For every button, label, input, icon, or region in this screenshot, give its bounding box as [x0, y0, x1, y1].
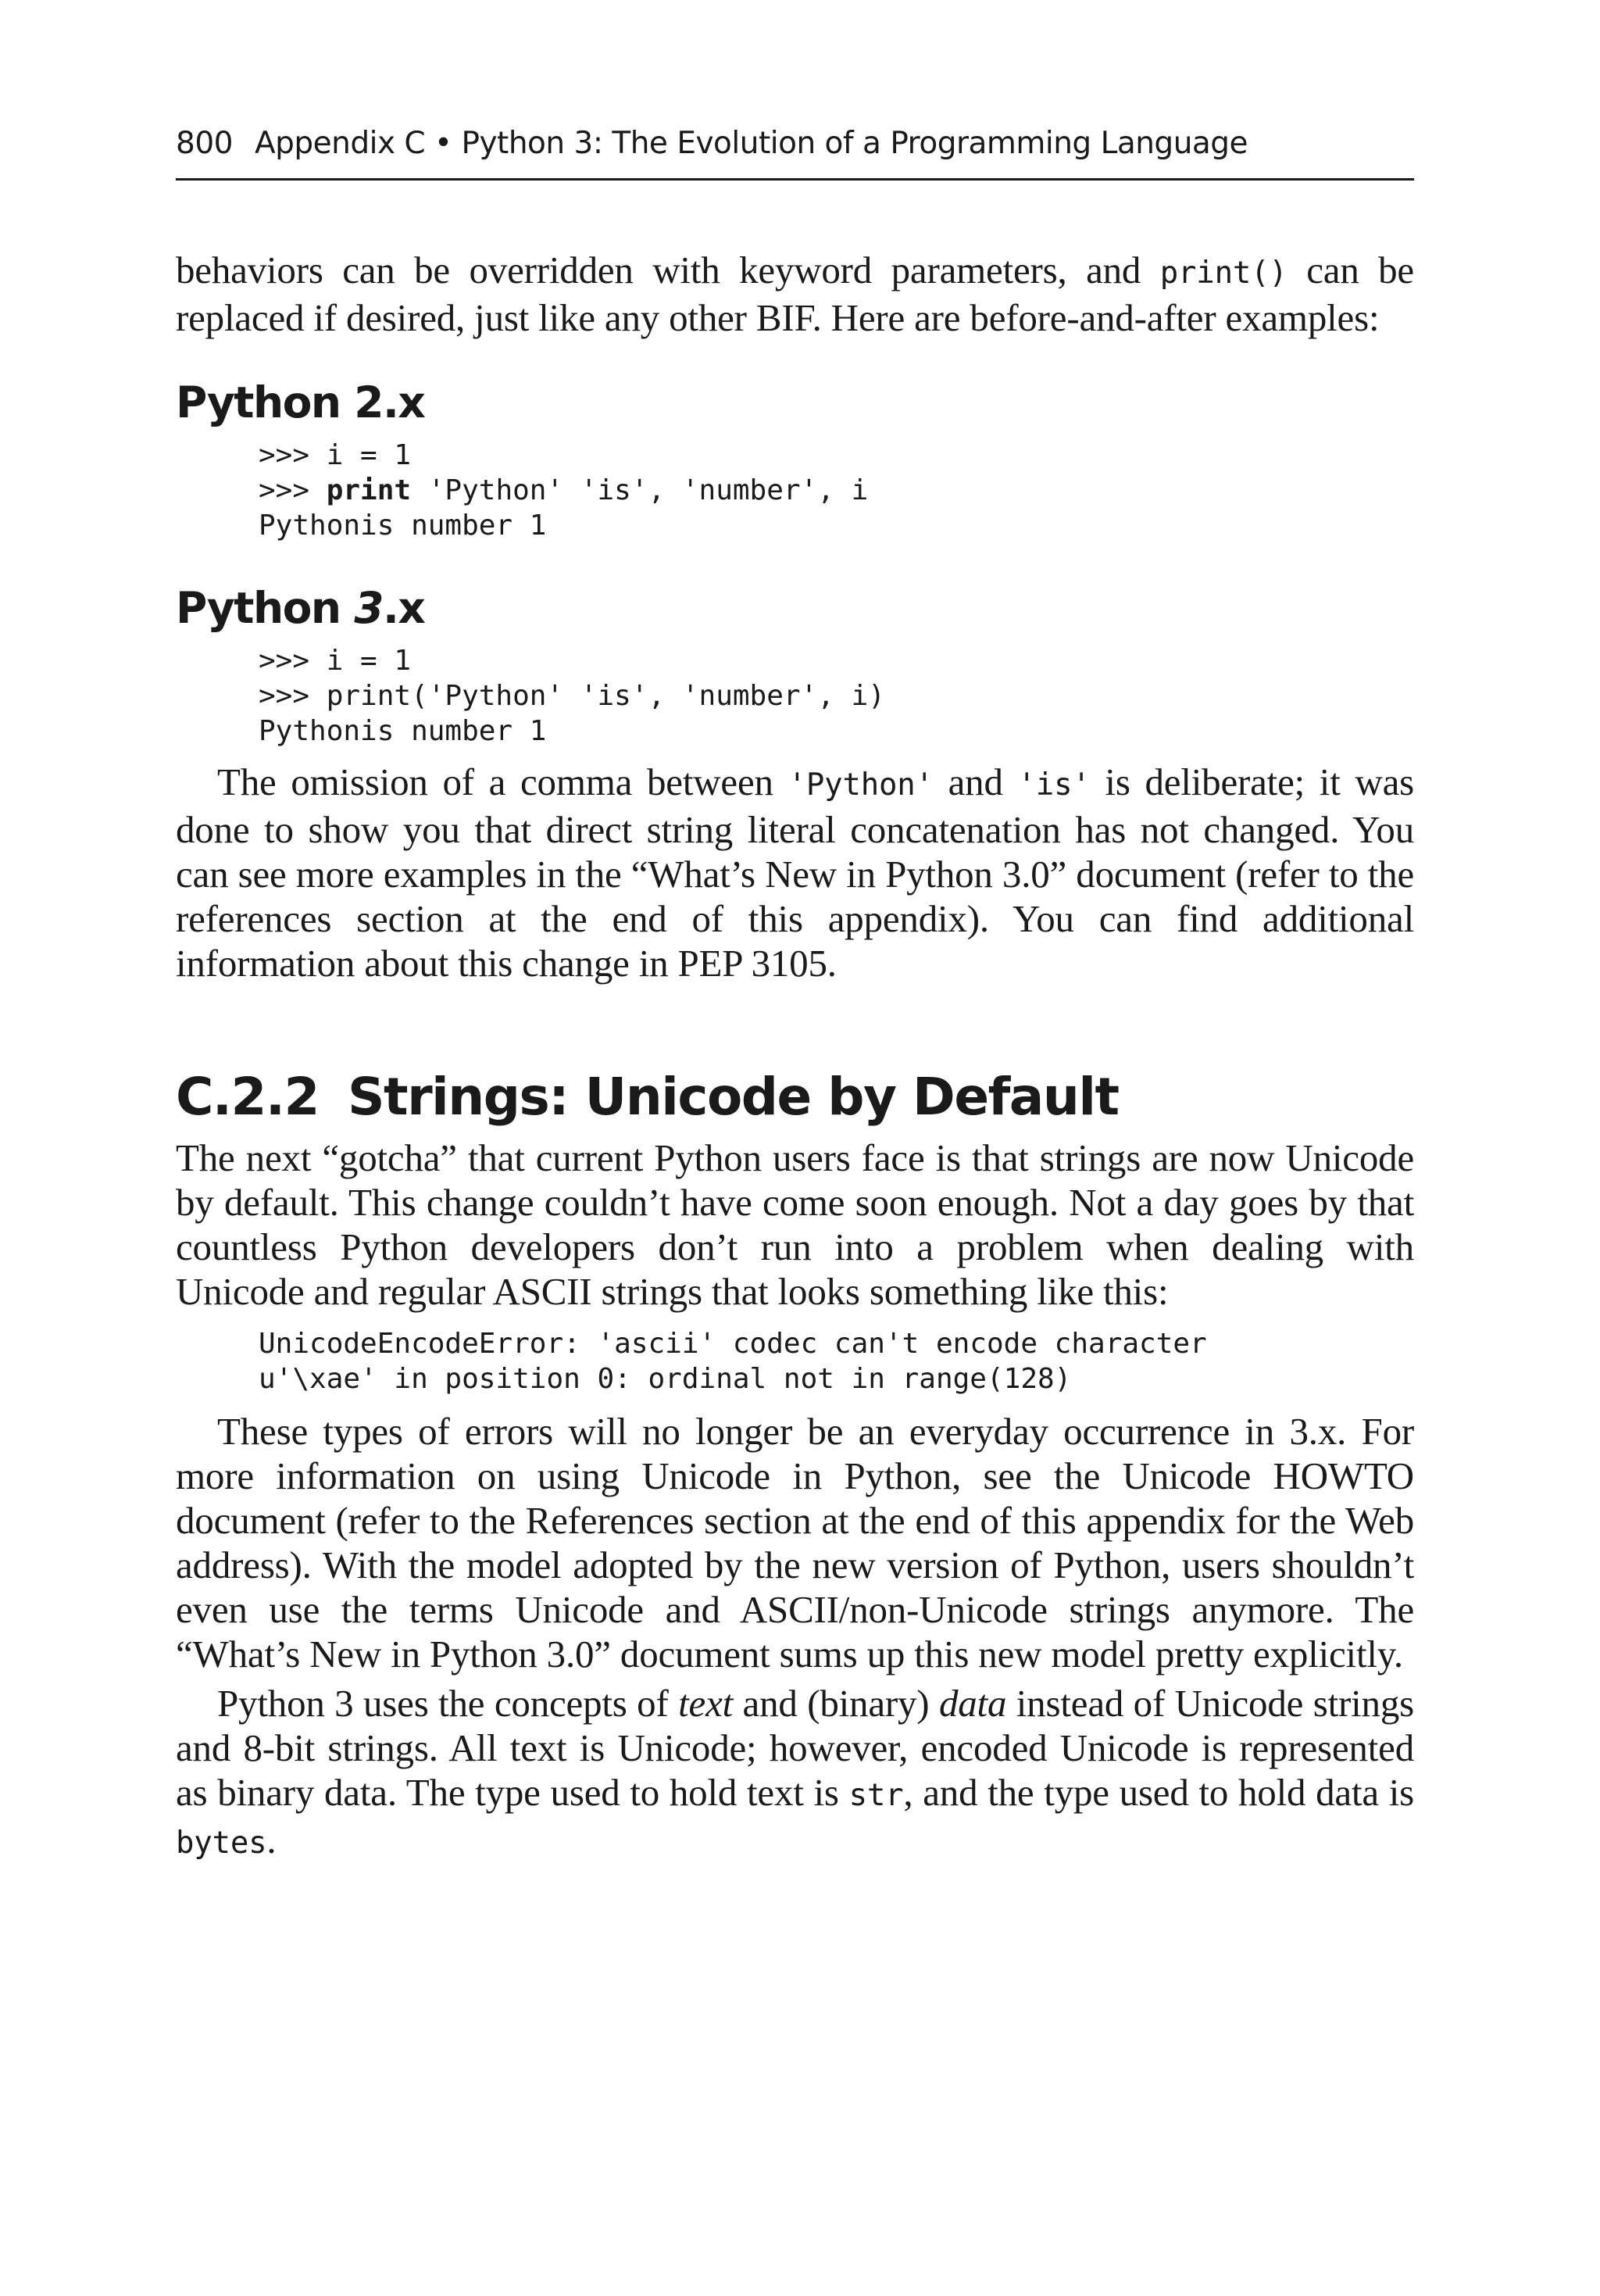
- code-keyword-print: print: [326, 474, 412, 506]
- page-number: 800: [176, 126, 233, 161]
- concepts-text-5: .: [266, 1819, 277, 1861]
- heading-python-3x-rest: .x: [383, 583, 425, 633]
- code-line: UnicodeEncodeError: 'ascii' codec can't encode character: [259, 1328, 1207, 1360]
- inline-code-print: print(): [1159, 256, 1288, 291]
- header-rule: [176, 178, 1414, 181]
- code-line: >>> print('Python' 'is', 'number', i): [259, 680, 885, 712]
- heading-python-2x: [176, 375, 1414, 430]
- intro-text-2: can be replaced if desired, just like any other BIF. Here are before-and-after examples:: [176, 249, 1414, 339]
- code-prompt: >>>: [259, 474, 327, 506]
- code-output-line: Pythonis number 1: [259, 510, 547, 542]
- code-block-python-2x: [176, 438, 1414, 543]
- inline-code-str: str: [848, 1778, 904, 1813]
- heading-python-2x-prefix: Python: [176, 377, 355, 427]
- omission-text-3: is deliberate; it was done to show you that direct string literal concatenation has not changed. You can see more examples in the “What’s New in Python 3.0” document (refer to the references section at the end of this appendix). You can find additional information about this change in PEP 3105.: [176, 760, 1415, 985]
- intro-paragraph: [176, 248, 1414, 340]
- omission-text-1: The omission of a comma between: [217, 760, 788, 803]
- running-header: [176, 122, 1414, 166]
- heading-python-3x-italic: 3: [354, 583, 383, 633]
- errors-paragraph: These types of errors will no longer be an everyday occurrence in 3.x. For more information on using Unicode in Python, see the Unicode HOWTO document (refer to the References section at the end of this appendix for the Web address). With the model adopted by the new version of Python, users shouldn’t even use the terms Unicode and ASCII/non-Unicode strings anymore. The “What’s New in Python 3.0” document sums up this new model pretty explicitly.: [176, 1410, 1414, 1676]
- omission-text-2: and: [933, 760, 1018, 803]
- gotcha-paragraph: The next “gotcha” that current Python users face is that strings are now Unicode by default. This change couldn’t have come soon enough. Not a day goes by that countless Python developers don’t run into a problem when dealing with Unicode and regular ASCII strings that looks something like this:: [176, 1136, 1414, 1313]
- term-text: text: [678, 1682, 734, 1725]
- code-block-unicode-error: [176, 1326, 1414, 1397]
- code-block-python-3x: [176, 643, 1414, 749]
- term-data: data: [938, 1682, 1007, 1725]
- omission-paragraph: [176, 760, 1414, 985]
- concepts-paragraph: [176, 1681, 1414, 1865]
- code-output-line: Pythonis number 1: [259, 715, 547, 747]
- code-line: >>> i = 1: [259, 645, 412, 677]
- concepts-text-4: , and the type used to hold data is: [903, 1771, 1414, 1814]
- running-title: Appendix C • Python 3: The Evolution of a Programming Language: [254, 126, 1248, 161]
- heading-python-2x-version: 2.x: [354, 377, 425, 427]
- code-line: >>> i = 1: [259, 439, 412, 471]
- inline-code-bytes: bytes: [176, 1826, 267, 1861]
- inline-code-python: 'Python': [788, 767, 934, 803]
- heading-python-3x-prefix: Python: [176, 583, 355, 633]
- concepts-text-2: and (binary): [733, 1682, 939, 1725]
- code-line-rest: 'Python' 'is', 'number', i: [411, 474, 869, 506]
- section-heading: [176, 1064, 1414, 1131]
- concepts-text-3: instead of Unicode strings and 8-bit strings. All text is Unicode; however, encoded Unicode is represented as binary data. The type used to hold text is: [176, 1682, 1414, 1814]
- inline-code-is: 'is': [1017, 767, 1091, 803]
- concepts-text-1: Python 3 uses the concepts of: [217, 1682, 679, 1725]
- heading-python-3x: [176, 581, 1414, 635]
- intro-text-1: behaviors can be overridden with keyword parameters, and: [176, 249, 1160, 291]
- page-content: [176, 248, 1414, 1865]
- section-title: Strings: Unicode by Default: [348, 1067, 1119, 1127]
- section-number: C.2.2: [176, 1067, 319, 1127]
- code-line: u'\xae' in position 0: ordinal not in range(128): [259, 1363, 1072, 1395]
